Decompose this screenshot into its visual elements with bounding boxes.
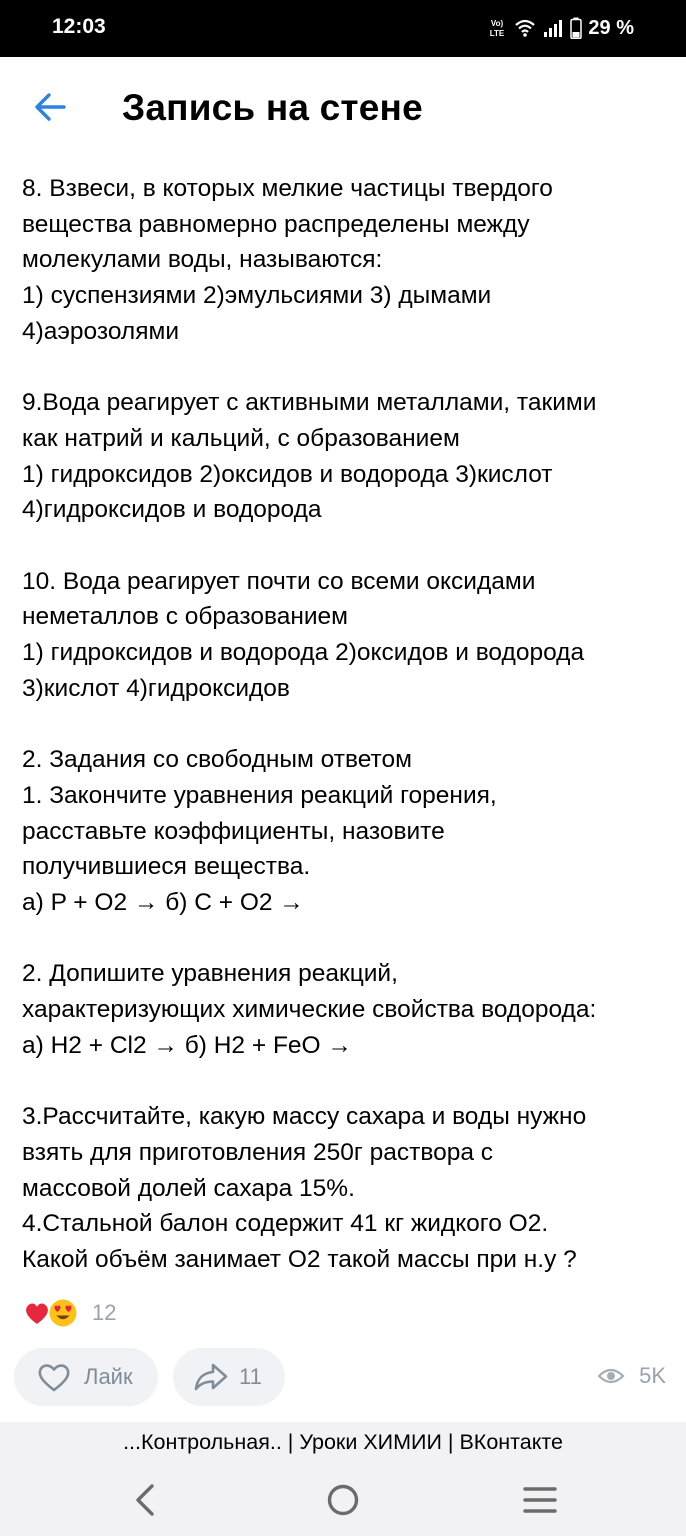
eye-icon <box>597 1366 625 1386</box>
views-count: 5K <box>639 1363 666 1388</box>
battery-percent: 29 % <box>588 16 634 39</box>
views-counter <box>597 1363 666 1389</box>
heart-eyes-reaction-icon <box>48 1298 78 1328</box>
post-text <box>22 171 674 1278</box>
post-paragraph: 8. Взвеси, в которых мелкие частицы твердого вещества равномерно распределены между молекулами воды, называются: 1) суспензиями 2)эмульсиями 3) дымами 4)аэрозолями <box>22 175 553 345</box>
back-button[interactable] <box>30 87 70 127</box>
browser-page-title: ...Контрольная.. | Уроки ХИМИИ | ВКонтакте <box>123 1430 563 1454</box>
nav-recents-button[interactable] <box>515 1480 565 1520</box>
volte-lte-icon <box>486 17 508 39</box>
bottom-bar <box>0 1422 686 1536</box>
battery-icon <box>570 17 582 39</box>
like-label: Лайк <box>84 1364 133 1389</box>
signal-icon <box>542 18 564 38</box>
share-arrow-icon <box>193 1361 229 1393</box>
nav-home-button[interactable] <box>318 1480 368 1520</box>
like-button[interactable] <box>14 1348 158 1406</box>
page-title: Запись на стене <box>122 87 423 128</box>
post-paragraph: 2. Задания со свободным ответом 1. Закончите уравнения реакций горения, расставьте коэффициенты, назовите получившиеся вещества. а) P + O2 → б) C + O2 → <box>22 746 497 917</box>
paragraph-spacer <box>22 921 674 957</box>
status-time: 12:03 <box>52 15 106 38</box>
paragraph-spacer <box>22 528 674 564</box>
heart-outline-icon <box>36 1361 72 1393</box>
back-chevron-icon <box>122 1480 172 1520</box>
paragraph-spacer <box>22 707 674 743</box>
recents-menu-icon <box>515 1480 565 1520</box>
post-paragraph: 10. Вода реагирует почти со всеми оксидами неметаллов с образованием 1) гидроксидов и водорода 2)оксидов и водорода 3)кислот 4)гидроксидов <box>22 567 585 702</box>
post-actions <box>14 1348 674 1406</box>
svg-text:LTE: LTE <box>490 29 505 38</box>
share-button[interactable] <box>173 1348 285 1406</box>
status-icons <box>486 14 634 42</box>
post-paragraph: 3.Рассчитайте, какую массу сахара и воды нужно взять для приготовления 250г раствора с массовой долей сахара 15%. 4.Стальной балон содержит 41 кг жидкого О2. Какой объём занимает О2 такой массы при н.у ? <box>22 1103 587 1274</box>
app-header <box>0 57 686 162</box>
status-bar <box>0 0 686 57</box>
paragraph-spacer <box>22 350 674 386</box>
wifi-icon <box>514 18 536 38</box>
arrow-left-icon <box>30 87 70 127</box>
home-circle-icon <box>318 1480 368 1520</box>
paragraph-spacer <box>22 1064 674 1100</box>
reactions-summary[interactable] <box>22 1296 116 1330</box>
svg-text:Vo): Vo) <box>491 19 504 28</box>
reactions-count: 12 <box>92 1300 117 1325</box>
post-paragraph: 2. Допишите уравнения реакций, характеризующих химические свойства водорода: а) H2 + Cl2 → б) H2 + FeO → <box>22 960 597 1059</box>
share-count: 11 <box>239 1364 262 1389</box>
post-paragraph: 9.Вода реагирует с активными металлами, такими как натрий и кальций, с образованием 1) гидроксидов 2)оксидов и водорода 3)кислот 4)гидроксидов и водорода <box>22 389 597 524</box>
nav-back-button[interactable] <box>122 1480 172 1520</box>
